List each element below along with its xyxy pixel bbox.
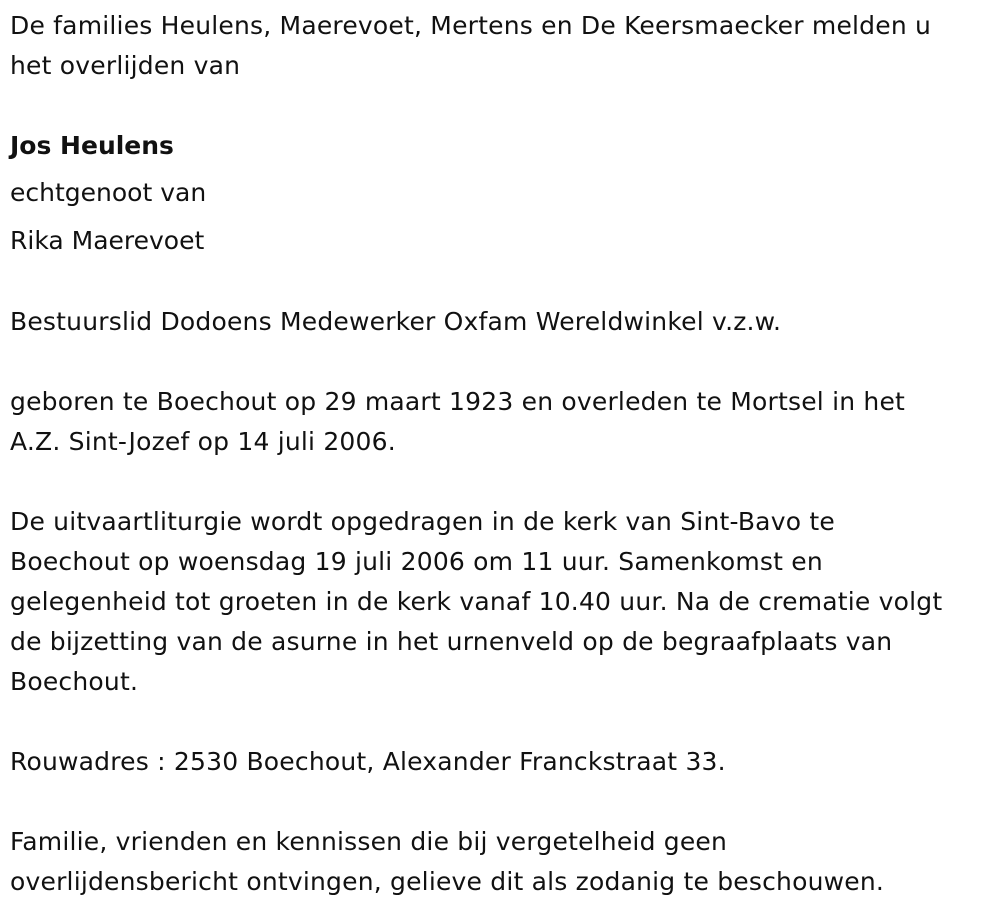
funeral-line-1: De uitvaartliturgie wordt opgedragen in de kerk van Sint-Bavo te xyxy=(10,507,835,536)
closing-paragraph xyxy=(10,822,995,902)
spouse-label: echtgenoot van xyxy=(10,178,207,207)
address-paragraph: Rouwadres : 2530 Boechout, Alexander Franckstraat 33. xyxy=(10,747,726,776)
role-paragraph: Bestuurslid Dodoens Medewerker Oxfam Wereldwinkel v.z.w. xyxy=(10,307,782,336)
intro-line-2: het overlijden van xyxy=(10,51,241,80)
closing-line-2: overlijdensbericht ontvingen, gelieve dit als zodanig te beschouwen. xyxy=(10,867,885,896)
funeral-line-2: Boechout op woensdag 19 juli 2006 om 11 uur. Samenkomst en xyxy=(10,547,823,576)
intro-paragraph xyxy=(10,6,995,86)
spouse-name: Rika Maerevoet xyxy=(10,226,205,255)
birth-line-1: geboren te Boechout op 29 maart 1923 en overleden te Mortsel in het xyxy=(10,387,906,416)
closing-line-1: Familie, vrienden en kennissen die bij vergetelheid geen xyxy=(10,827,728,856)
funeral-line-4: de bijzetting van de asurne in het urnenveld op de begraafplaats van xyxy=(10,627,893,656)
funeral-paragraph xyxy=(10,502,995,702)
birth-line-2: A.Z. Sint-Jozef op 14 juli 2006. xyxy=(10,427,396,456)
intro-line-1: De families Heulens, Maerevoet, Mertens en De Keersmaecker melden u xyxy=(10,11,932,40)
funeral-line-5: Boechout. xyxy=(10,667,139,696)
funeral-line-3: gelegenheid tot groeten in de kerk vanaf 10.40 uur. Na de crematie volgt xyxy=(10,587,943,616)
deceased-name: Jos Heulens xyxy=(10,131,174,160)
birth-death-paragraph xyxy=(10,382,995,462)
